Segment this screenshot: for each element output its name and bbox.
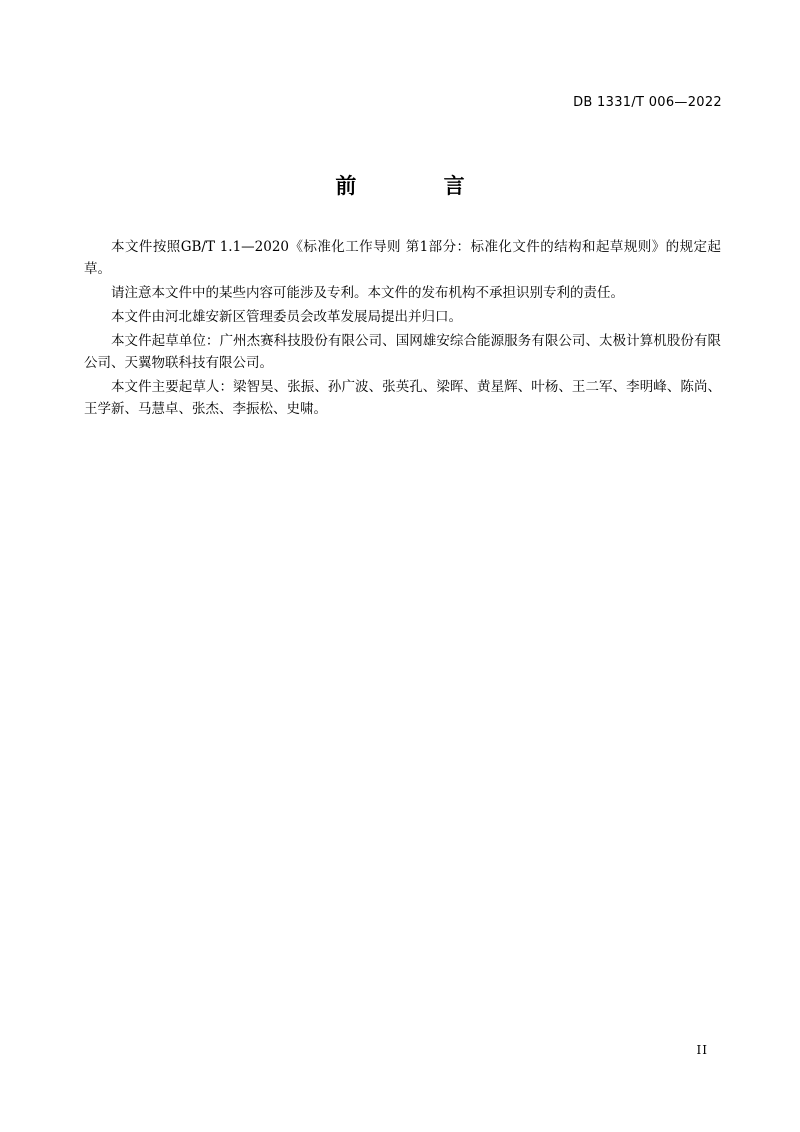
paragraph-proposer: 本文件由河北雄安新区管理委员会改革发展局提出并归口。 — [111, 309, 462, 325]
preface-body — [84, 236, 721, 422]
page-number: II — [696, 1043, 708, 1057]
paragraph-patent-notice: 请注意本文件中的某些内容可能涉及专利。本文件的发布机构不承担识别专利的责任。 — [111, 285, 624, 301]
paragraph-drafting-rules: 本文件按照GB/T 1.1—2020《标准化工作导则 第1部分：标准化文件的结构和起草规则》的规定起草。 — [84, 239, 721, 277]
paragraph-drafting-units: 本文件起草单位：广州杰赛科技股份有限公司、国网雄安综合能源服务有限公司、太极计算机股份有限公司、天翼物联科技有限公司。 — [84, 333, 721, 371]
document-code: DB 1331/T 006—2022 — [573, 95, 722, 110]
page-title: 前 言 — [335, 174, 505, 198]
paragraph-drafters: 本文件主要起草人：梁智昊、张振、孙广波、张英孔、梁晖、黄星辉、叶杨、王二军、李明峰、陈尚、王学新、马慧卓、张杰、李振松、史啸。 — [84, 379, 721, 417]
